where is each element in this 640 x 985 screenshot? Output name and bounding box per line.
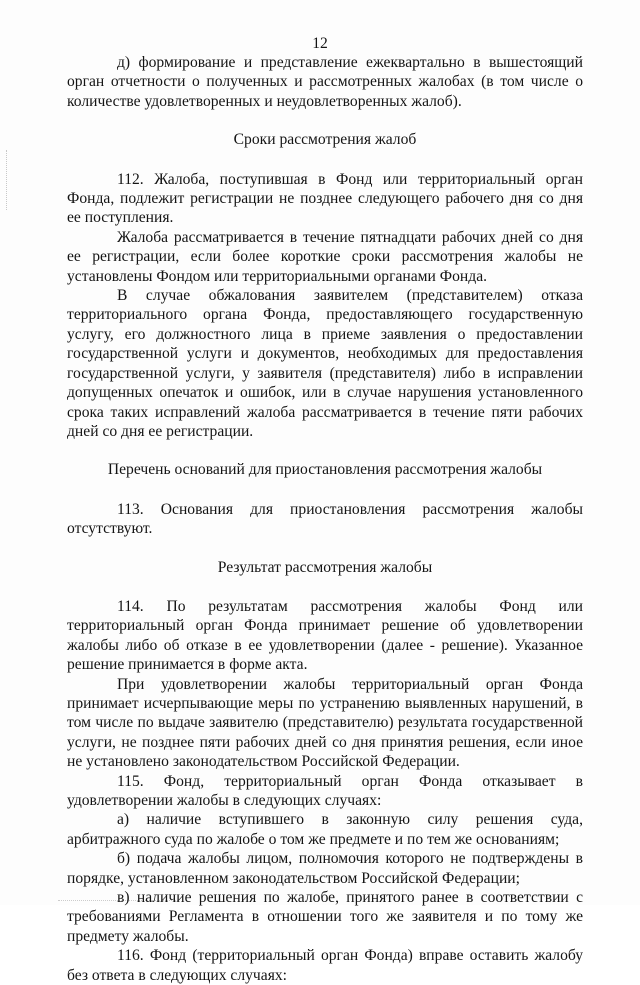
section-heading-sroki: Сроки рассмотрения жалоб <box>233 131 417 149</box>
section-heading-rezultat: Результат рассмотрения жалобы <box>217 558 433 576</box>
section-heading-perechen: Перечень оснований для приостановления рассмотрения жалобы <box>107 461 543 479</box>
paragraph-116: 116. Фонд (территориальный орган Фонда) вправе оставить жалобу без ответа в следующих случаях: <box>67 947 583 984</box>
paragraph-112: 112. Жалоба, поступившая в Фонд или территориальный орган Фонда, подлежит регистрации не позднее следующего рабочего дня со дня ее поступления. <box>67 170 583 227</box>
scan-artifact <box>6 150 8 210</box>
page-number: 12 <box>312 35 328 52</box>
paragraph-115-a: а) наличие вступившего в законную силу решения суда, арбитражного суда по жалобе о том же предмете и по тем же основаниям; <box>67 811 583 848</box>
paragraph-d: д) формирование и представление ежеквартально в вышестоящий орган отчетности о полученных и рассмотренных жалобах (в том числе о количестве удовлетворенных и неудовлетворенных жалоб). <box>67 54 583 110</box>
paragraph-115: 115. Фонд, территориальный орган Фонда отказывает в удовлетворении жалобы в следующих случаях: <box>67 772 583 809</box>
document-body <box>67 53 583 985</box>
paragraph-115-v: в) наличие решения по жалобе, принятого ранее в соответствии с требованиями Регламента в отношении того же заявителя и по тому же предмету жалобы. <box>67 889 583 945</box>
paragraph-114: 114. По результатам рассмотрения жалобы Фонд или территориальный орган Фонда принимает решение об удовлетворении жалобы либо об отказе в ее удовлетворении (далее - решение). Указанное решение принимается в форме акта. <box>67 597 583 674</box>
paragraph-113: 113. Основания для приостановления рассмотрения жалобы отсутствуют. <box>67 500 583 538</box>
paragraph-115-b: б) подача жалобы лицом, полномочия которого не подтверждены в порядке, установленном законодательством Российской Федерации; <box>67 850 583 887</box>
paragraph-114-2: При удовлетворении жалобы территориальный орган Фонда принимает исчерпывающие меры по устранению выявленных нарушений, в том числе по выдаче заявителю (представителю) результата государственной услуги, не позднее пяти рабочих дней со дня принятия решения, если иное не установлено законодательством Российской Федерации. <box>67 675 583 771</box>
paragraph-112-2: Жалоба рассматривается в течение пятнадцати рабочих дней со дня ее регистрации, если более короткие сроки рассмотрения жалобы не установлены Фондом или территориальными органами Фонда. <box>67 228 583 285</box>
paragraph-112-3: В случае обжалования заявителем (представителем) отказа территориального органа Фонда, предоставляющего государственную услугу, его должностного лица в приеме заявления о предоставлении государственной услуги и документов, необходимых для предоставления государственной услуги, у заявителя (представителя) либо в исправлении допущенных опечаток и ошибок, или в случае нарушения установленного срока таких исправлений жалоба рассматривается в течение пяти рабочих дней со дня ее регистрации. <box>67 287 583 440</box>
